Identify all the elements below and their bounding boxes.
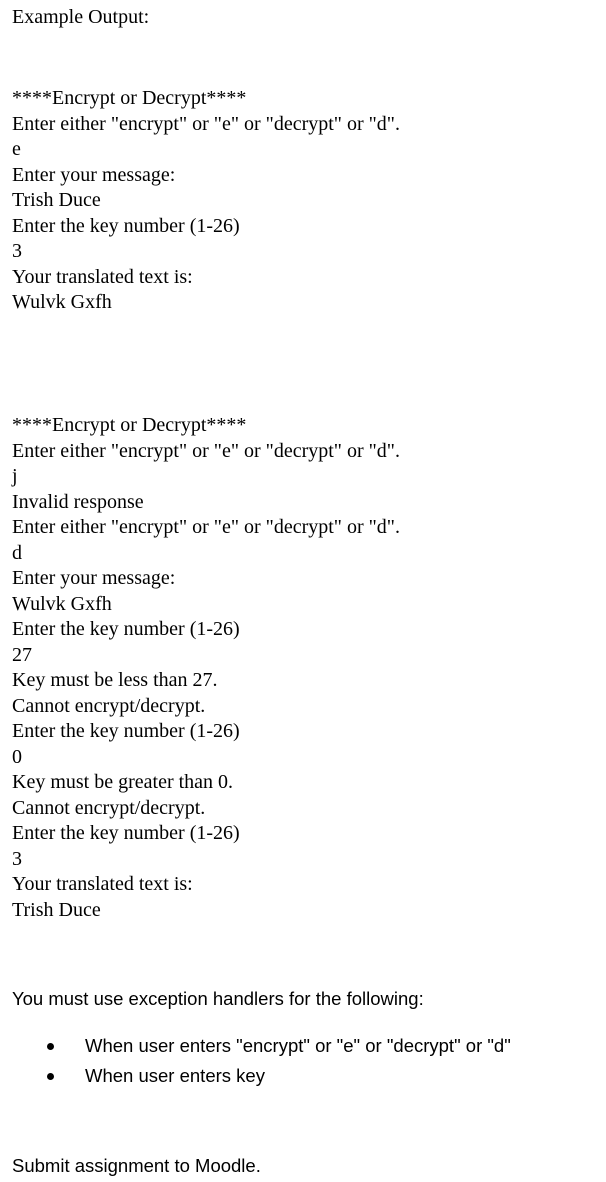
output-line: d — [12, 541, 22, 564]
example-output-heading: Example Output: — [12, 6, 150, 28]
requirements-list — [12, 1034, 511, 1094]
output-line: Enter the key number (1-26) — [12, 214, 240, 237]
output-line: ****Encrypt or Decrypt**** — [12, 414, 247, 436]
requirement-text: When user enters "encrypt" or "e" or "decrypt" or "d" — [85, 1035, 511, 1056]
output-line: Your translated text is: — [12, 265, 193, 288]
output-line: Enter either "encrypt" or "e" or "decrypt" or "d". — [12, 516, 400, 538]
output-line: Cannot encrypt/decrypt. — [12, 694, 206, 717]
output-line: Your translated text is: — [12, 873, 193, 895]
output-line: Enter the key number (1-26) — [12, 618, 240, 640]
output-line: Cannot encrypt/decrypt. — [12, 796, 206, 819]
output-line: j — [12, 465, 18, 487]
requirement-text: When user enters key — [85, 1065, 265, 1086]
output-line: Key must be greater than 0. — [12, 771, 234, 793]
output-line: 27 — [12, 643, 32, 666]
example-run-2 — [12, 413, 400, 923]
output-line: Enter the key number (1-26) — [12, 720, 240, 742]
output-line: Enter the key number (1-26) — [12, 822, 240, 844]
requirements-intro: You must use exception handlers for the following: — [12, 988, 424, 1009]
output-line: ****Encrypt or Decrypt**** — [12, 87, 247, 109]
output-line: Wulvk Gxfh — [12, 592, 112, 615]
output-line: 3 — [12, 240, 22, 262]
example-run-1 — [12, 86, 400, 316]
output-line: Enter either "encrypt" or "e" or "decrypt" or "d". — [12, 112, 400, 135]
output-line: Trish Duce — [12, 189, 101, 211]
output-line: e — [12, 138, 21, 160]
output-line: Enter either "encrypt" or "e" or "decrypt" or "d". — [12, 439, 400, 462]
list-item — [12, 1064, 511, 1094]
output-line: 3 — [12, 847, 22, 870]
output-line: 0 — [12, 745, 22, 768]
output-line: Invalid response — [12, 490, 144, 513]
output-line: Key must be less than 27. — [12, 669, 218, 691]
bullet-icon — [47, 1043, 54, 1050]
output-line: Enter your message: — [12, 163, 176, 186]
submit-note: Submit assignment to Moodle. — [12, 1155, 261, 1176]
list-item — [12, 1034, 511, 1064]
output-line: Trish Duce — [12, 898, 101, 921]
bullet-icon — [47, 1073, 54, 1080]
output-line: Enter your message: — [12, 567, 176, 589]
output-line: Wulvk Gxfh — [12, 291, 112, 313]
